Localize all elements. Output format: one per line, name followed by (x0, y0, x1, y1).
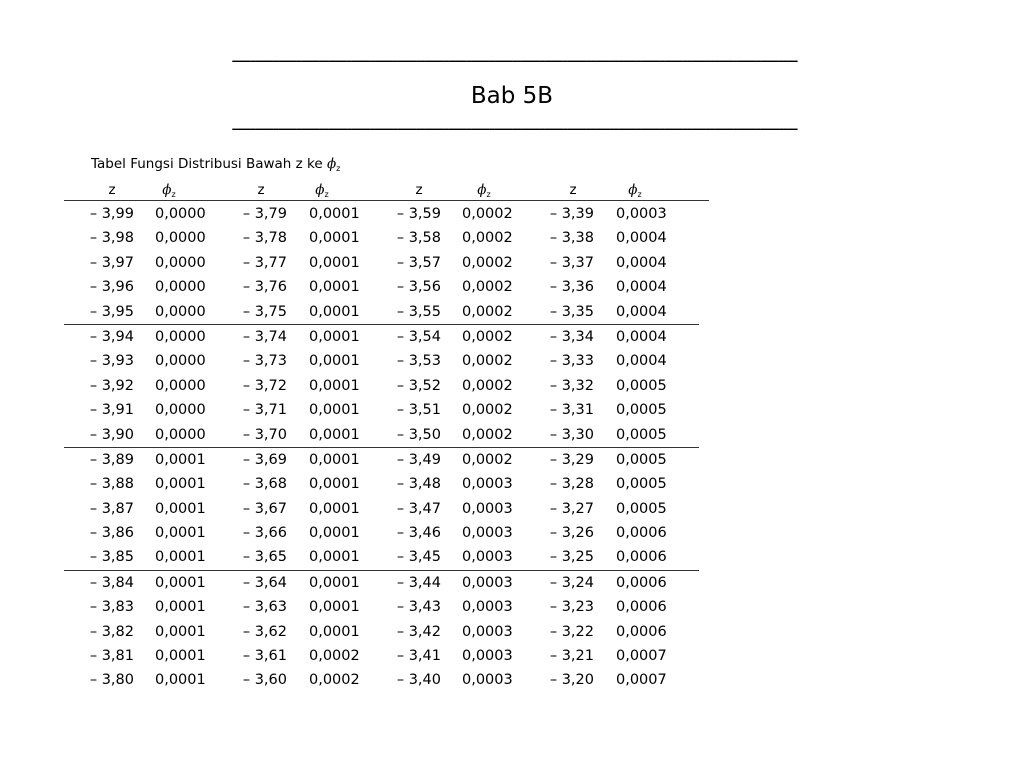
phi-value-cell: 0,0001 (155, 451, 206, 468)
phi-value-cell: 0,0003 (462, 549, 513, 566)
phi-value-cell: 0,0000 (155, 254, 206, 271)
phi-value-cell: 0,0003 (462, 623, 513, 640)
phi-value-cell: 0,0000 (155, 353, 206, 370)
table-row (64, 620, 704, 644)
phi-value-cell: 0,0006 (616, 525, 667, 542)
column-header-phi (615, 182, 655, 203)
phi-value-cell: 0,0003 (462, 599, 513, 616)
z-value-cell: – 3,36 (549, 279, 594, 296)
z-value-cell: – 3,98 (89, 230, 134, 247)
z-value-cell: – 3,25 (549, 549, 594, 566)
z-value-cell: – 3,86 (89, 525, 134, 542)
phi-value-cell: 0,0001 (155, 599, 206, 616)
table-row (64, 644, 704, 668)
z-value-cell: – 3,45 (396, 549, 441, 566)
z-value-cell: – 3,62 (242, 623, 287, 640)
phi-value-cell: 0,0000 (155, 328, 206, 345)
phi-value-cell: 0,0003 (462, 672, 513, 689)
phi-subscript: z (171, 190, 176, 199)
z-value-cell: – 3,85 (89, 549, 134, 566)
phi-subscript: z (637, 190, 642, 199)
phi-value-cell: 0,0000 (155, 402, 206, 419)
phi-symbol: ϕ (477, 182, 487, 198)
z-value-cell: – 3,46 (396, 525, 441, 542)
phi-value-cell: 0,0002 (462, 206, 513, 222)
z-value-cell: – 3,28 (549, 476, 594, 493)
z-value-cell: – 3,22 (549, 623, 594, 640)
table-row (64, 521, 704, 545)
z-value-cell: – 3,26 (549, 525, 594, 542)
phi-value-cell: 0,0001 (309, 549, 360, 566)
phi-value-cell: 0,0002 (462, 353, 513, 370)
caption-text: Tabel Fungsi Distribusi Bawah z ke (91, 156, 327, 172)
phi-value-cell: 0,0003 (462, 500, 513, 517)
phi-value-cell: 0,0001 (309, 476, 360, 493)
phi-value-cell: 0,0001 (309, 451, 360, 468)
phi-value-cell: 0,0001 (309, 500, 360, 517)
z-value-cell: – 3,73 (242, 353, 287, 370)
phi-value-cell: 0,0002 (462, 303, 513, 320)
phi-value-cell: 0,0000 (155, 426, 206, 443)
phi-value-cell: 0,0003 (462, 574, 513, 591)
table-row (64, 202, 704, 226)
table-row (64, 423, 699, 448)
phi-subscript: z (324, 190, 329, 199)
phi-value-cell: 0,0006 (616, 623, 667, 640)
phi-value-cell: 0,0001 (155, 672, 206, 689)
z-value-cell: – 3,50 (396, 426, 441, 443)
z-value-cell: – 3,92 (89, 377, 134, 394)
phi-value-cell: 0,0001 (309, 353, 360, 370)
phi-value-cell: 0,0000 (155, 230, 206, 247)
z-value-cell: – 3,49 (396, 451, 441, 468)
table-row (64, 497, 704, 521)
table-row (64, 226, 704, 250)
phi-value-cell: 0,0001 (309, 230, 360, 247)
z-value-cell: – 3,56 (396, 279, 441, 296)
phi-value-cell: 0,0002 (462, 402, 513, 419)
phi-value-cell: 0,0001 (309, 303, 360, 320)
phi-value-cell: 0,0000 (155, 377, 206, 394)
phi-value-cell: 0,0001 (309, 402, 360, 419)
phi-value-cell: 0,0004 (616, 254, 667, 271)
z-value-cell: – 3,60 (242, 672, 287, 689)
phi-value-cell: 0,0001 (155, 500, 206, 517)
z-value-cell: – 3,37 (549, 254, 594, 271)
z-value-cell: – 3,30 (549, 426, 594, 443)
phi-value-cell: 0,0001 (309, 328, 360, 345)
z-value-cell: – 3,47 (396, 500, 441, 517)
z-value-cell: – 3,94 (89, 328, 134, 345)
phi-value-cell: 0,0001 (155, 525, 206, 542)
phi-value-cell: 0,0001 (309, 279, 360, 296)
phi-value-cell: 0,0001 (155, 574, 206, 591)
z-value-cell: – 3,65 (242, 549, 287, 566)
z-value-cell: – 3,54 (396, 328, 441, 345)
distribution-table (64, 202, 704, 693)
z-value-cell: – 3,95 (89, 303, 134, 320)
z-value-cell: – 3,66 (242, 525, 287, 542)
table-row (64, 300, 699, 325)
column-header-z: z (415, 182, 423, 198)
phi-value-cell: 0,0002 (462, 451, 513, 468)
z-value-cell: – 3,42 (396, 623, 441, 640)
z-value-cell: – 3,63 (242, 599, 287, 616)
column-header-phi (149, 182, 189, 203)
z-value-cell: – 3,69 (242, 451, 287, 468)
z-value-cell: – 3,23 (549, 599, 594, 616)
table-row (64, 325, 704, 349)
phi-value-cell: 0,0001 (309, 426, 360, 443)
phi-value-cell: 0,0001 (155, 549, 206, 566)
phi-value-cell: 0,0005 (616, 451, 667, 468)
phi-value-cell: 0,0002 (462, 328, 513, 345)
phi-subscript: z (486, 190, 491, 199)
z-value-cell: – 3,20 (549, 672, 594, 689)
phi-value-cell: 0,0001 (309, 254, 360, 271)
z-value-cell: – 3,59 (396, 206, 441, 222)
z-value-cell: – 3,90 (89, 426, 134, 443)
z-value-cell: – 3,57 (396, 254, 441, 271)
phi-value-cell: 0,0005 (616, 377, 667, 394)
page-title: Bab 5B (470, 83, 554, 109)
phi-value-cell: 0,0001 (309, 599, 360, 616)
phi-value-cell: 0,0001 (309, 574, 360, 591)
column-header-z: z (257, 182, 265, 198)
phi-value-cell: 0,0002 (462, 377, 513, 394)
z-value-cell: – 3,41 (396, 648, 441, 665)
z-value-cell: – 3,91 (89, 402, 134, 419)
phi-value-cell: 0,0002 (309, 672, 360, 689)
z-value-cell: – 3,33 (549, 353, 594, 370)
phi-value-cell: 0,0004 (616, 328, 667, 345)
table-header (64, 180, 709, 201)
caption-phi-symbol: ϕ (326, 156, 337, 172)
phi-value-cell: 0,0000 (155, 303, 206, 320)
column-header-z: z (569, 182, 577, 198)
phi-value-cell: 0,0001 (309, 206, 360, 222)
table-row (64, 472, 704, 496)
phi-value-cell: 0,0007 (616, 672, 667, 689)
table-row (64, 668, 704, 692)
z-value-cell: – 3,84 (89, 574, 134, 591)
phi-value-cell: 0,0002 (462, 254, 513, 271)
z-value-cell: – 3,68 (242, 476, 287, 493)
phi-value-cell: 0,0002 (462, 230, 513, 247)
phi-value-cell: 0,0000 (155, 279, 206, 296)
z-value-cell: – 3,27 (549, 500, 594, 517)
phi-value-cell: 0,0001 (155, 648, 206, 665)
z-value-cell: – 3,31 (549, 402, 594, 419)
z-value-cell: – 3,96 (89, 279, 134, 296)
z-value-cell: – 3,43 (396, 599, 441, 616)
phi-value-cell: 0,0003 (462, 648, 513, 665)
caption-phi-subscript: z (336, 164, 341, 173)
phi-value-cell: 0,0007 (616, 648, 667, 665)
table-caption (91, 155, 340, 178)
z-value-cell: – 3,88 (89, 476, 134, 493)
phi-value-cell: 0,0005 (616, 476, 667, 493)
phi-value-cell: 0,0003 (462, 525, 513, 542)
z-value-cell: – 3,82 (89, 623, 134, 640)
phi-value-cell: 0,0001 (309, 377, 360, 394)
z-value-cell: – 3,80 (89, 672, 134, 689)
phi-value-cell: 0,0006 (616, 599, 667, 616)
phi-value-cell: 0,0001 (309, 525, 360, 542)
phi-value-cell: 0,0001 (309, 623, 360, 640)
z-value-cell: – 3,48 (396, 476, 441, 493)
table-row (64, 251, 704, 275)
z-value-cell: – 3,67 (242, 500, 287, 517)
z-value-cell: – 3,83 (89, 599, 134, 616)
phi-value-cell: 0,0002 (309, 648, 360, 665)
top-dashed-rule: --------------------------------------------------------------------------------------------------------------------------- (231, 50, 797, 71)
phi-value-cell: 0,0002 (462, 426, 513, 443)
z-value-cell: – 3,24 (549, 574, 594, 591)
phi-value-cell: 0,0005 (616, 426, 667, 443)
phi-value-cell: 0,0003 (616, 206, 667, 222)
z-value-cell: – 3,58 (396, 230, 441, 247)
column-header-phi (302, 182, 342, 203)
z-value-cell: – 3,34 (549, 328, 594, 345)
z-value-cell: – 3,77 (242, 254, 287, 271)
table-row (64, 545, 699, 570)
phi-symbol: ϕ (315, 182, 325, 198)
z-value-cell: – 3,55 (396, 303, 441, 320)
phi-symbol: ϕ (162, 182, 172, 198)
z-value-cell: – 3,29 (549, 451, 594, 468)
phi-value-cell: 0,0003 (462, 476, 513, 493)
z-value-cell: – 3,61 (242, 648, 287, 665)
table-row (64, 398, 704, 422)
z-value-cell: – 3,71 (242, 402, 287, 419)
bottom-dashed-rule: --------------------------------------------------------------------------------------------------------------------------- (231, 118, 797, 139)
column-header-phi (464, 182, 504, 203)
z-value-cell: – 3,97 (89, 254, 134, 271)
z-value-cell: – 3,53 (396, 353, 441, 370)
z-value-cell: – 3,72 (242, 377, 287, 394)
phi-value-cell: 0,0001 (155, 623, 206, 640)
z-value-cell: – 3,78 (242, 230, 287, 247)
table-row (64, 374, 704, 398)
phi-value-cell: 0,0006 (616, 574, 667, 591)
column-header-z: z (108, 182, 116, 198)
z-value-cell: – 3,21 (549, 648, 594, 665)
z-value-cell: – 3,38 (549, 230, 594, 247)
phi-value-cell: 0,0005 (616, 402, 667, 419)
z-value-cell: – 3,76 (242, 279, 287, 296)
z-value-cell: – 3,75 (242, 303, 287, 320)
z-value-cell: – 3,39 (549, 206, 594, 222)
z-value-cell: – 3,81 (89, 648, 134, 665)
table-row (64, 349, 704, 373)
phi-value-cell: 0,0004 (616, 279, 667, 296)
phi-value-cell: 0,0006 (616, 549, 667, 566)
table-row (64, 571, 704, 595)
z-value-cell: – 3,74 (242, 328, 287, 345)
phi-symbol: ϕ (628, 182, 638, 198)
z-value-cell: – 3,44 (396, 574, 441, 591)
z-value-cell: – 3,35 (549, 303, 594, 320)
table-row (64, 275, 704, 299)
phi-value-cell: 0,0002 (462, 279, 513, 296)
z-value-cell: – 3,40 (396, 672, 441, 689)
z-value-cell: – 3,99 (89, 206, 134, 222)
z-value-cell: – 3,52 (396, 377, 441, 394)
table-row (64, 595, 704, 619)
z-value-cell: – 3,70 (242, 426, 287, 443)
z-value-cell: – 3,89 (89, 451, 134, 468)
phi-value-cell: 0,0004 (616, 303, 667, 320)
phi-value-cell: 0,0004 (616, 230, 667, 247)
z-value-cell: – 3,64 (242, 574, 287, 591)
phi-value-cell: 0,0005 (616, 500, 667, 517)
z-value-cell: – 3,51 (396, 402, 441, 419)
phi-value-cell: 0,0000 (155, 206, 206, 222)
z-value-cell: – 3,32 (549, 377, 594, 394)
phi-value-cell: 0,0001 (155, 476, 206, 493)
z-value-cell: – 3,93 (89, 353, 134, 370)
table-row (64, 448, 704, 472)
phi-value-cell: 0,0004 (616, 353, 667, 370)
z-value-cell: – 3,79 (242, 206, 287, 222)
z-value-cell: – 3,87 (89, 500, 134, 517)
